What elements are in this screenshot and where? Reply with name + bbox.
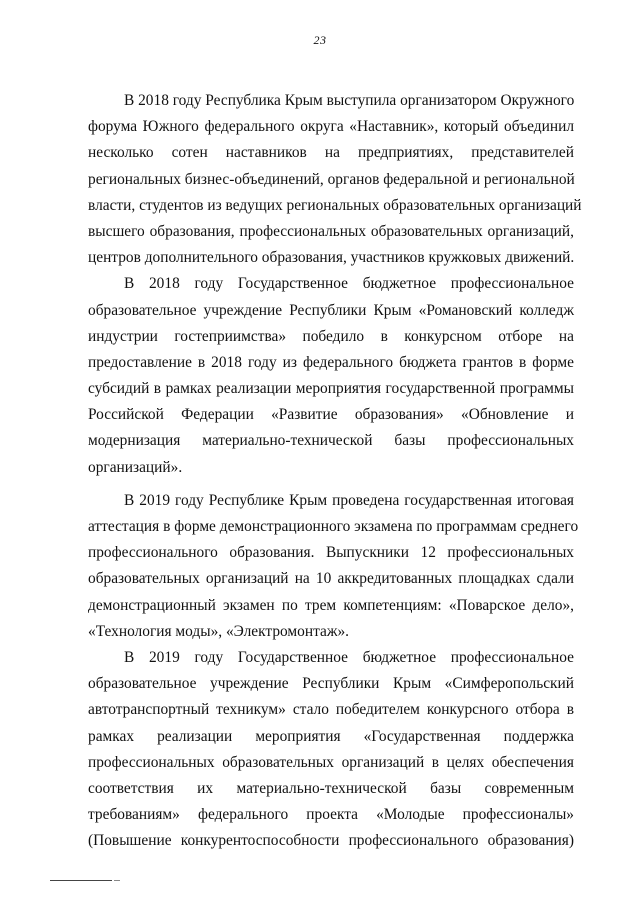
text-line: образовательное учреждение Республики Крым «Симферопольский (88, 675, 574, 693)
text-line: «Технология моды», «Электромонтаж». (88, 622, 350, 640)
text-line: автотранспортный техникум» стало победителем конкурсного отбора в (88, 701, 574, 719)
text-line: соответствия их материально-технической базы современным (88, 779, 574, 797)
text-line: В 2018 году Государственное бюджетное профессиональное (124, 275, 574, 293)
paragraph (88, 88, 582, 271)
text-line: требованиям» федерального проекта «Молодые профессионалы» (88, 806, 574, 824)
text-line: демонстрационный экзамен по трем компетенциям: «Поварское дело», (88, 596, 574, 614)
paragraph (88, 645, 574, 855)
paragraph (88, 271, 574, 481)
text-line: В 2019 году Республике Крым проведена государственная итоговая (124, 491, 574, 509)
text-line: профессиональных образовательных организаций в целях обеспечения (88, 753, 574, 771)
text-line: несколько сотен наставников на предприятиях, представителей (88, 144, 574, 162)
text-line: форума Южного федерального округа «Наставник», который объединил (88, 118, 574, 136)
text-line: рамках реализации мероприятия «Государственная поддержка (88, 727, 574, 745)
body-text (88, 88, 582, 854)
text-line: В 2018 году Республика Крым выступила организатором Окружного (124, 92, 575, 109)
text-line: образовательное учреждение Республики Крым «Романовский колледж (88, 301, 574, 319)
text-line: субсидий в рамках реализации мероприятия государственной программы (88, 380, 574, 398)
footer-rule-mark (114, 880, 120, 881)
text-line: центров дополнительного образования, участников кружковых движений. (88, 249, 575, 267)
text-line: Российской Федерации «Развитие образования» «Обновление и (88, 406, 574, 424)
text-line: профессионального образования. Выпускники 12 профессиональных (88, 544, 574, 562)
text-line: предоставление в 2018 году из федерального бюджета грантов в форме (88, 353, 574, 371)
text-line: В 2019 году Государственное бюджетное профессиональное (124, 648, 574, 666)
text-line: высшего образования, профессиональных образовательных организаций, (88, 222, 574, 240)
text-line: региональных бизнес-объединений, органов федеральной и региональной (88, 170, 575, 188)
text-line: индустрии гостеприимства» победило в конкурсном отборе на (88, 327, 574, 345)
page-number: 23 (313, 33, 327, 47)
paragraph-gap (88, 481, 574, 488)
text-line: организаций». (88, 458, 183, 476)
text-line: власти, студентов из ведущих региональных образовательных организаций (88, 196, 582, 214)
text-line: (Повышение конкурентоспособности профессионального образования) (88, 832, 574, 850)
paragraph (88, 488, 579, 645)
text-line: аттестация в форме демонстрационного экзамена по программам среднего (88, 518, 579, 535)
text-line: образовательных организаций на 10 аккредитованных площадках сдали (88, 570, 574, 588)
footer-rule (50, 880, 112, 881)
text-line: модернизация материально-технической базы профессиональных (88, 432, 574, 450)
